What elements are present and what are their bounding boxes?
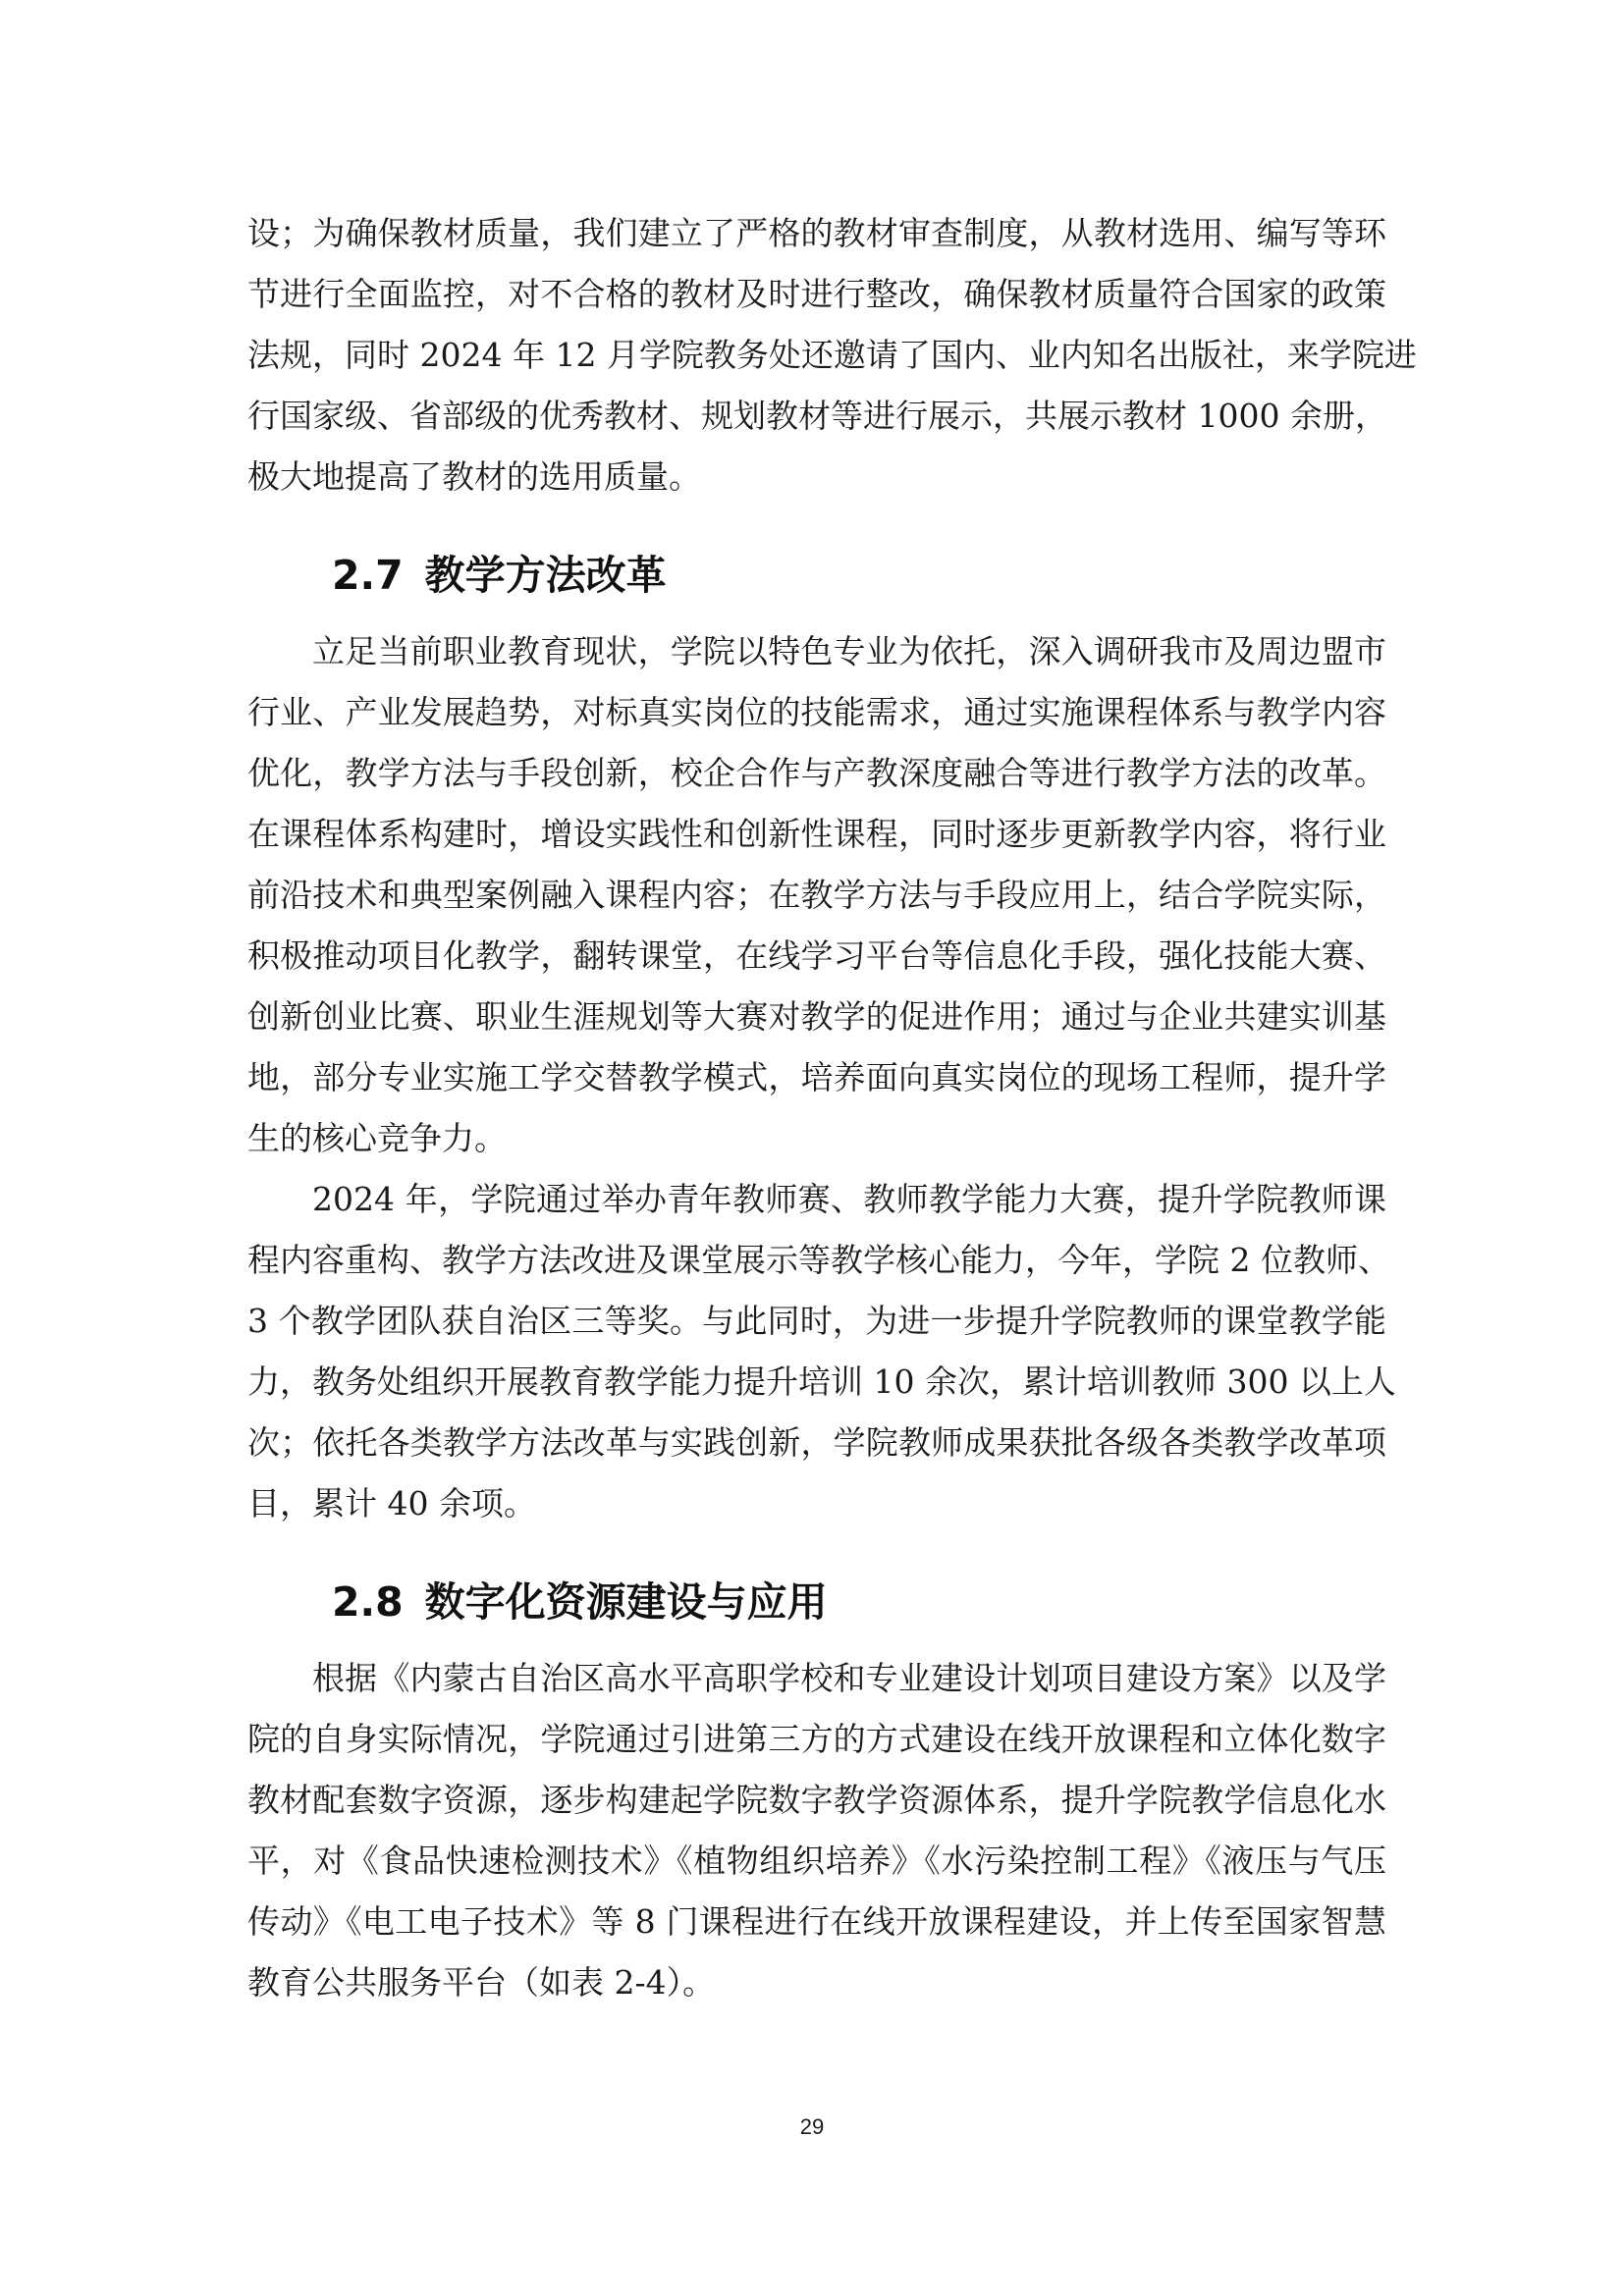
paragraph-line: 3 个教学团队获自治区三等奖。与此同时，为进一步提升学院教师的课堂教学能 (247, 1302, 1386, 1340)
paragraph-line: 在课程体系构建时，增设实践性和创新性课程，同时逐步更新教学内容，将行业 (247, 815, 1386, 853)
page-number: 29 (799, 2114, 825, 2139)
paragraph-line: 行国家级、省部级的优秀教材、规划教材等进行展示，共展示教材 1000 余册， (247, 397, 1387, 435)
paragraph-line: 平，对《食品快速检测技术》《植物组织培养》《水污染控制工程》《液压与气压 (247, 1842, 1386, 1880)
section-number: 2.8 (332, 1578, 404, 1626)
section-heading-2-8 (332, 1573, 828, 1631)
paragraph-line: 积极推动项目化教学，翻转课堂，在线学习平台等信息化手段，强化技能大赛、 (247, 936, 1386, 975)
paragraph-line: 极大地提高了教材的选用质量。 (247, 457, 701, 496)
paragraph-line: 传动》《电工电子技术》等 8 门课程进行在线开放课程建设，并上传至国家智慧 (247, 1902, 1386, 1941)
section-number: 2.7 (332, 552, 404, 599)
paragraph-line: 法规，同时 2024 年 12 月学院教务处还邀请了国内、业内知名出版社，来学院进 (247, 336, 1417, 374)
paragraph-line: 地，部分专业实施工学交替教学模式，培养面向真实岗位的现场工程师，提升学 (247, 1058, 1386, 1096)
section-title: 教学方法改革 (424, 552, 667, 599)
paragraph-line: 节进行全面监控，对不合格的教材及时进行整改，确保教材质量符合国家的政策 (247, 275, 1386, 313)
paragraph-line: 前沿技术和典型案例融入课程内容；在教学方法与手段应用上，结合学院实际， (247, 876, 1386, 914)
paragraph-line: 程内容重构、教学方法改进及课堂展示等教学核心能力，今年，学院 2 位教师、 (247, 1241, 1390, 1279)
paragraph-line: 创新创业比赛、职业生涯规划等大赛对教学的促进作用；通过与企业共建实训基 (247, 997, 1386, 1036)
paragraph-line: 院的自身实际情况，学院通过引进第三方的方式建设在线开放课程和立体化数字 (247, 1720, 1386, 1758)
paragraph-line: 设；为确保教材质量，我们建立了严格的教材审查制度，从教材选用、编写等环 (247, 214, 1386, 252)
paragraph-line: 教材配套数字资源，逐步构建起学院数字教学资源体系，提升学院教学信息化水 (247, 1781, 1386, 1819)
section-heading-2-7 (332, 546, 667, 605)
paragraph-line: 根据《内蒙古自治区高水平高职学校和专业建设计划项目建设方案》以及学 (312, 1659, 1386, 1697)
paragraph-line: 力，教务处组织开展教育教学能力提升培训 10 余次，累计培训教师 300 以上人 (247, 1362, 1396, 1401)
paragraph-line: 优化，教学方法与手段创新，校企合作与产教深度融合等进行教学方法的改革。 (247, 754, 1386, 792)
paragraph-line: 2024 年，学院通过举办青年教师赛、教师教学能力大赛，提升学院教师课 (312, 1180, 1386, 1218)
paragraph-line: 立足当前职业教育现状，学院以特色专业为依托，深入调研我市及周边盟市 (312, 632, 1386, 670)
paragraph-line: 次；依托各类教学方法改革与实践创新，学院教师成果获批各级各类教学改革项 (247, 1423, 1386, 1462)
paragraph-line: 行业、产业发展趋势，对标真实岗位的技能需求，通过实施课程体系与教学内容 (247, 693, 1386, 731)
paragraph-line: 教育公共服务平台（如表 2-4）。 (247, 1963, 716, 2002)
paragraph-line: 目，累计 40 余项。 (247, 1484, 536, 1522)
section-title: 数字化资源建设与应用 (424, 1578, 828, 1626)
paragraph-line: 生的核心竞争力。 (247, 1119, 507, 1157)
